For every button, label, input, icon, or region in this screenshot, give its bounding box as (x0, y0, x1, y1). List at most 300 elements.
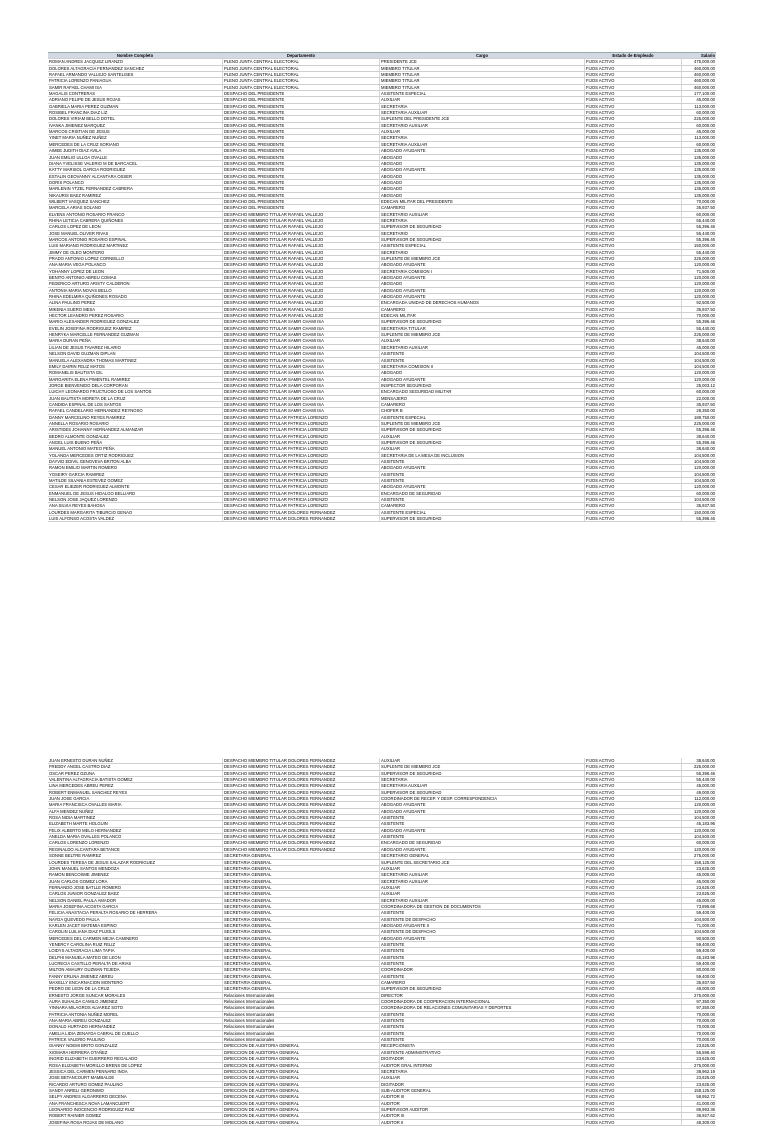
cell-nombre: ANNELLA ROSARIO ROSARIO (48, 421, 223, 426)
cell-estado: FIJOS ACTIVO (585, 243, 682, 248)
cell-cargo: CAMARERO (380, 205, 585, 210)
cell-nombre: MERCEDES DE LA CRUZ SORIANO (48, 142, 223, 147)
cell-nombre: ANA FRANCHESCA NOVA LAMANCUERT (48, 1101, 223, 1106)
cell-estado: FIJOS ACTIVO (585, 1037, 682, 1042)
cell-salario: 120,000.00 (694, 370, 715, 376)
cell-estado: FIJOS ACTIVO (585, 377, 682, 382)
cell-cargo: ASISTENTE ESPECIAL (380, 415, 585, 420)
cell-departamento: DESPACHO MIEMBRO TITULAR DOLORES FERNANDEZ (223, 783, 380, 788)
cell-nombre: MARCOS CRISTIAN DE JESUS (48, 129, 223, 134)
cell-estado: FIJOS ACTIVO (585, 879, 682, 884)
cell-salario: 460,000.00 (694, 72, 715, 78)
cell-estado: FIJOS ACTIVO (585, 148, 682, 153)
cell-salario: 36,927.62 (696, 1113, 715, 1119)
cell-estado: FIJOS ACTIVO (585, 453, 682, 458)
cell-nombre: MARIA FRANCISCA OVALLES MARIA (48, 802, 223, 807)
cell-salario: 45,183.96 (696, 821, 715, 827)
cell-salario: 90,500.00 (696, 935, 715, 941)
cell-departamento: DESPACHO DEL PRESIDENTE (223, 155, 380, 160)
cell-estado: FIJOS ACTIVO (585, 269, 682, 274)
cell-nombre: MARCOS ANTONIO ROSARIO ESPINAL (48, 237, 223, 242)
cell-nombre: SAMIR RAFAEL CHAMI ISA (48, 85, 223, 90)
cell-estado: FIJOS ACTIVO (585, 116, 682, 121)
cell-cargo: SECRETARIO AUXILIAR (380, 879, 585, 884)
cell-departamento: DESPACHO MIEMBRO TITULAR PATRICIA LORENZO (223, 491, 380, 496)
cell-nombre: MARGARITA ELENA PIMENTEL RAMIREZ (48, 377, 223, 382)
cell-departamento: DESPACHO DEL PRESIDENTE (223, 161, 380, 166)
cell-estado: FIJOS ACTIVO (585, 771, 682, 776)
cell-estado: FIJOS ACTIVO (585, 91, 682, 96)
cell-salario: 150,000.00 (694, 509, 715, 515)
cell-estado: FIJOS ACTIVO (585, 503, 682, 508)
cell-estado: FIJOS ACTIVO (585, 78, 682, 83)
cell-salario: 113,000.00 (694, 135, 715, 141)
cell-departamento: DESPACHO MIEMBRO TITULAR SAMIR CHAMI ISA (223, 402, 380, 407)
cell-salario: 70,000.00 (696, 198, 715, 204)
cell-nombre: JOSE BETANCOURT MAMBALDE (48, 1075, 223, 1080)
cell-nombre: ROBERT RAINIER GOMEZ (48, 1113, 223, 1118)
cell-estado: FIJOS ACTIVO (585, 917, 682, 922)
cell-nombre: ERNESTO JORGE SUNCAR MORALES (48, 993, 223, 998)
cell-estado: FIJOS ACTIVO (585, 1031, 682, 1036)
cell-salario: 112,000.00 (694, 796, 715, 802)
cell-departamento: DIRECCION DE AUDITORIA GENERAL (223, 1088, 380, 1093)
cell-nombre: YOLANDA MERCEDES ORTIZ RODRIGUEZ (48, 453, 223, 458)
cell-salario: 135,000.00 (694, 154, 715, 160)
cell-estado: FIJOS ACTIVO (585, 929, 682, 934)
cell-estado: FIJOS ACTIVO (585, 408, 682, 413)
cell-estado: FIJOS ACTIVO (585, 440, 682, 445)
cell-salario: 35,937.50 (696, 980, 715, 986)
cell-nombre: LEONARDO INOCENCIO RODRIGUEZ RUIZ (48, 1107, 223, 1112)
cell-estado: FIJOS ACTIVO (585, 142, 682, 147)
cell-nombre: JUAN CARLOS GOMEZ LORA (48, 879, 223, 884)
cell-cargo: AUDITOR II (380, 1120, 585, 1125)
cell-departamento: DESPACHO MIEMBRO TITULAR RAFAEL VALLEJO (223, 224, 380, 229)
cell-nombre: FREDDY ANGEL CASTRO DIAZ (48, 764, 223, 769)
cell-estado: FIJOS ACTIVO (585, 948, 682, 953)
col-header-cargo: Cargo (380, 53, 585, 58)
cell-nombre: BEDRO ALMONTE GONZALEZ (48, 434, 223, 439)
cell-departamento: DESPACHO MIEMBRO TITULAR SAMIR CHAMI ISA (223, 319, 380, 324)
cell-departamento: DIRECCION DE AUDITORIA GENERAL (223, 1050, 380, 1055)
cell-salario: 41,000.00 (696, 1100, 715, 1106)
cell-departamento: DESPACHO MIEMBRO TITULAR SAMIR CHAMI ISA (223, 351, 380, 356)
cell-cargo: ENCARGADO DE SEGURIDAD (380, 840, 585, 845)
cell-cargo: SECRETARIO GENERAL (380, 853, 585, 858)
cell-estado: FIJOS ACTIVO (585, 180, 682, 185)
cell-nombre: CARLOS JUNIOR GONZALEZ BAEZ (48, 891, 223, 896)
cell-nombre: GIANNY NOEMI BRITO GONZALEZ (48, 1043, 223, 1048)
col-header-estado: Estado de Empleado (585, 53, 682, 58)
cell-nombre: CANDIDA ESPINAL DE LOS SANTOS (48, 402, 223, 407)
cell-estado: FIJOS ACTIVO (585, 1088, 682, 1093)
cell-nombre: JUAN BAUTISTA MORETA DE LA CRUZ (48, 396, 223, 401)
cell-departamento: DESPACHO DEL PRESIDENTE (223, 104, 380, 109)
cell-departamento: DESPACHO DEL PRESIDENTE (223, 167, 380, 172)
cell-salario: 104,500.00 (694, 471, 715, 477)
cell-nombre: MARLENIN YTZEL FERNANDEZ CABRERA (48, 186, 223, 191)
cell-nombre: RICARDO ARTURO GOMEZ PAULINO (48, 1082, 223, 1087)
cell-salario: 23,625.00 (696, 865, 715, 871)
cell-nombre: KATTY MARISOL GARCIA RODRIGUEZ (48, 167, 223, 172)
cell-estado: FIJOS ACTIVO (585, 986, 682, 991)
cell-estado: FIJOS ACTIVO (585, 866, 682, 871)
cell-nombre: ANGEL LUIS BUENO PEÑA (48, 440, 223, 445)
cell-cargo: ASISTENTE (380, 1012, 585, 1017)
cell-departamento: SECRETARIA GENERAL (223, 923, 380, 928)
table-page-2 (48, 758, 716, 1126)
cell-salario: 60,000.00 (696, 840, 715, 846)
cell-cargo: ABOGADO (380, 186, 585, 191)
cell-nombre: LILIAN DE JESUS TAVAREZ HILARIO (48, 345, 223, 350)
cell-estado: FIJOS ACTIVO (585, 250, 682, 255)
cell-estado: FIJOS ACTIVO (585, 1018, 682, 1023)
cell-departamento: DESPACHO MIEMBRO TITULAR DOLORES FERNANDEZ (223, 790, 380, 795)
cell-salario: 120,000.00 (694, 294, 715, 300)
cell-departamento: DESPACHO MIEMBRO TITULAR PATRICIA LORENZO (223, 434, 380, 439)
cell-cargo: SECRETARIO AUXILIAR (380, 872, 585, 877)
cell-salario: 189,750.00 (694, 414, 715, 420)
cell-nombre: MARIO ALEXANDER RODRIGUEZ GONZALEZ (48, 319, 223, 324)
cell-departamento: DESPACHO MIEMBRO TITULAR SAMIR CHAMI ISA (223, 358, 380, 363)
cell-estado: FIJOS ACTIVO (585, 446, 682, 451)
cell-salario: 104,500.00 (694, 351, 715, 357)
cell-nombre: MARIA JOSEFINA ACOSTA GARCIA (48, 904, 223, 909)
cell-departamento: DESPACHO MIEMBRO TITULAR PATRICIA LORENZO (223, 478, 380, 483)
cell-nombre: PATRICIA ANTONIA NUÑEZ MOREL (48, 1012, 223, 1017)
cell-estado: FIJOS ACTIVO (585, 237, 682, 242)
cell-estado: FIJOS ACTIVO (585, 955, 682, 960)
cell-nombre: PATRICK VALERIO PAULINO (48, 1037, 223, 1042)
cell-cargo: MIEMBRO TITULAR (380, 85, 585, 90)
cell-cargo: ASISTENTE (380, 910, 585, 915)
cell-salario: 150,000.00 (694, 243, 715, 249)
cell-nombre: MARIA DURAN PEÑA (48, 338, 223, 343)
cell-departamento: Relaciones Internacionales (223, 1024, 380, 1029)
cell-cargo: SECRETARIO (380, 231, 585, 236)
cell-estado: FIJOS ACTIVO (585, 275, 682, 280)
cell-salario: 38,640.00 (696, 446, 715, 452)
cell-nombre: MAGALIS CONTRERAS (48, 91, 223, 96)
cell-salario: 55,396.46 (696, 427, 715, 433)
cell-estado: FIJOS ACTIVO (585, 516, 682, 521)
cell-salario: 38,640.00 (696, 338, 715, 344)
cell-estado: FIJOS ACTIVO (585, 783, 682, 788)
cell-departamento: DESPACHO MIEMBRO TITULAR DOLORES FERNANDEZ (223, 516, 380, 521)
cell-cargo: ASISTENTE (380, 961, 585, 966)
cell-departamento: DESPACHO DEL PRESIDENTE (223, 110, 380, 115)
cell-salario: 135,000.00 (694, 167, 715, 173)
cell-estado: FIJOS ACTIVO (585, 224, 682, 229)
cell-departamento: PLENO JUNTA CENTRAL ELECTORAL (223, 59, 380, 64)
cell-nombre: LOURDES MARGARITA TIBURCIO GENAO (48, 510, 223, 515)
cell-estado: FIJOS ACTIVO (585, 491, 682, 496)
cell-estado: FIJOS ACTIVO (585, 205, 682, 210)
cell-cargo: ASISTENTE (380, 974, 585, 979)
cell-cargo: ASISTENTE (380, 1031, 585, 1036)
cell-estado: FIJOS ACTIVO (585, 821, 682, 826)
cell-departamento: DESPACHO MIEMBRO TITULAR PATRICIA LORENZO (223, 427, 380, 432)
cell-departamento: SECRETARIA GENERAL (223, 910, 380, 915)
cell-estado: FIJOS ACTIVO (585, 167, 682, 172)
cell-salario: 120,000.00 (694, 808, 715, 814)
cell-nombre: DAYVID EDIVIL GENOVEVA BRITON ALBA (48, 459, 223, 464)
cell-departamento: DESPACHO MIEMBRO TITULAR DOLORES FERNANDEZ (223, 840, 380, 845)
cell-estado: FIJOS ACTIVO (585, 396, 682, 401)
cell-nombre: ROMAN ANDRES JACQUEZ LIRANZO (48, 59, 223, 64)
cell-nombre: JUAN EMILIO ULLOA OVALLE (48, 155, 223, 160)
cell-estado: FIJOS ACTIVO (585, 974, 682, 979)
cell-estado: FIJOS ACTIVO (585, 993, 682, 998)
cell-cargo: AUXILIAR (380, 338, 585, 343)
cell-nombre: JUAN JOSE GARCIA (48, 796, 223, 801)
cell-estado: FIJOS ACTIVO (585, 980, 682, 985)
cell-estado: FIJOS ACTIVO (585, 796, 682, 801)
cell-estado: FIJOS ACTIVO (585, 110, 682, 115)
cell-nombre: GABRIELA MARIA PEREZ GUZMAN (48, 104, 223, 109)
cell-cargo: ABOGADO AYUDANTE (380, 802, 585, 807)
cell-departamento: DESPACHO MIEMBRO TITULAR DOLORES FERNANDEZ (223, 821, 380, 826)
cell-departamento: DESPACHO MIEMBRO TITULAR PATRICIA LORENZO (223, 503, 380, 508)
cell-estado: FIJOS ACTIVO (585, 231, 682, 236)
cell-departamento: DESPACHO DEL PRESIDENTE (223, 135, 380, 140)
cell-estado: FIJOS ACTIVO (585, 307, 682, 312)
cell-departamento: DIRECCION DE AUDITORIA GENERAL (223, 1082, 380, 1087)
cell-cargo: DIRECTOR (380, 993, 585, 998)
cell-departamento: DESPACHO MIEMBRO TITULAR RAFAEL VALLEJO (223, 237, 380, 242)
cell-cargo: SECRETARIA AUXILIAR (380, 110, 585, 115)
cell-departamento: DIRECCION DE AUDITORIA GENERAL (223, 1056, 380, 1061)
cell-salario: 225,000.00 (694, 764, 715, 770)
cell-cargo: SECRETARIA (380, 218, 585, 223)
cell-cargo: ABOGADO (380, 174, 585, 179)
cell-departamento: DESPACHO MIEMBRO TITULAR RAFAEL VALLEJO (223, 231, 380, 236)
cell-departamento: SECRETARIA GENERAL (223, 904, 380, 909)
cell-nombre: YINET MARIA NUÑEZ NUÑEZ (48, 135, 223, 140)
col-header-salario: Salario (701, 53, 715, 58)
cell-estado: FIJOS ACTIVO (585, 1094, 682, 1099)
cell-salario: 45,000.00 (696, 129, 715, 135)
cell-salario: 55,396.46 (696, 770, 715, 776)
cell-cargo: DIGITADOR (380, 1056, 585, 1061)
cell-departamento: SECRETARIA GENERAL (223, 980, 380, 985)
table-body (48, 758, 716, 1126)
cell-salario: 55,440.00 (696, 230, 715, 236)
cell-estado: FIJOS ACTIVO (585, 764, 682, 769)
cell-departamento: SECRETARIA GENERAL (223, 860, 380, 865)
cell-cargo: ABOGADO AYUDANTE (380, 847, 585, 852)
cell-nombre: LINA MERCEDES ABREU PEREZ (48, 783, 223, 788)
cell-nombre: ALFA MENDEZ NUÑEZ (48, 809, 223, 814)
cell-salario: 120,000.00 (694, 827, 715, 833)
cell-departamento: DESPACHO MIEMBRO TITULAR RAFAEL VALLEJO (223, 294, 380, 299)
cell-estado: FIJOS ACTIVO (585, 262, 682, 267)
cell-departamento: DESPACHO MIEMBRO TITULAR DOLORES FERNANDEZ (223, 777, 380, 782)
cell-cargo: AUXILIAR (380, 866, 585, 871)
cell-nombre: ROSIBEL FRANCINA DIAZ LIZ (48, 110, 223, 115)
cell-salario: 45,000.00 (696, 872, 715, 878)
cell-departamento: DESPACHO DEL PRESIDENTE (223, 186, 380, 191)
cell-salario: 49,000.00 (696, 986, 715, 992)
cell-cargo: ABOGADO AYUDANTE (380, 275, 585, 280)
cell-cargo: MIEMBRO TITULAR (380, 78, 585, 83)
cell-departamento: DESPACHO MIEMBRO TITULAR RAFAEL VALLEJO (223, 262, 380, 267)
cell-salario: 55,440.00 (696, 249, 715, 255)
cell-departamento: DESPACHO MIEMBRO TITULAR PATRICIA LORENZO (223, 459, 380, 464)
cell-salario: 120,000.00 (694, 846, 715, 852)
cell-salario: 104,500.00 (694, 916, 715, 922)
cell-salario: 48,300.00 (696, 1119, 715, 1125)
cell-departamento: SECRETARIA GENERAL (223, 942, 380, 947)
cell-salario: 55,440.00 (696, 777, 715, 783)
cell-salario: 71,500.00 (696, 268, 715, 274)
cell-estado: FIJOS ACTIVO (585, 415, 682, 420)
table-header (48, 52, 716, 59)
cell-nombre: WILBERT VASQUEZ SANCHEZ (48, 199, 223, 204)
cell-salario: 275,000.00 (694, 853, 715, 859)
cell-cargo: DIGITADOR (380, 1082, 585, 1087)
cell-nombre: PATRICIA LORENZO PANIAGUA (48, 78, 223, 83)
cell-nombre: NELSON JOSE JAQUEZ LORENZO (48, 497, 223, 502)
cell-salario: 113,000.00 (694, 103, 715, 109)
cell-estado: FIJOS ACTIVO (585, 97, 682, 102)
cell-nombre: ESTALIN GEOVANNY ALCANTARA OSSER (48, 174, 223, 179)
cell-salario: 120,000.00 (694, 287, 715, 293)
cell-salario: 45,183.96 (696, 954, 715, 960)
cell-estado: FIJOS ACTIVO (585, 1056, 682, 1061)
cell-departamento: DIRECCION DE AUDITORIA GENERAL (223, 1075, 380, 1080)
cell-departamento: DESPACHO MIEMBRO TITULAR RAFAEL VALLEJO (223, 250, 380, 255)
cell-cargo: ASISTENTE DE DESPACHO (380, 917, 585, 922)
cell-salario: 104,500.00 (694, 478, 715, 484)
cell-departamento: SECRETARIA GENERAL (223, 986, 380, 991)
cell-cargo: ABOGADO AYUDANTE (380, 936, 585, 941)
cell-cargo: SECRETARIA AUXILIAR (380, 783, 585, 788)
cell-nombre: FANNY ERLINA JIMENEZ ABREU (48, 974, 223, 979)
cell-estado: FIJOS ACTIVO (585, 936, 682, 941)
cell-cargo: SECRETARIA AUXILIAR (380, 142, 585, 147)
cell-estado: FIJOS ACTIVO (585, 1107, 682, 1112)
cell-salario: 73,895.68 (696, 903, 715, 909)
cell-departamento: DESPACHO MIEMBRO TITULAR SAMIR CHAMI ISA (223, 326, 380, 331)
cell-estado: FIJOS ACTIVO (585, 345, 682, 350)
cell-departamento: DESPACHO MIEMBRO TITULAR DOLORES FERNANDEZ (223, 834, 380, 839)
cell-departamento: DESPACHO MIEMBRO TITULAR DOLORES FERNANDEZ (223, 758, 380, 763)
cell-estado: FIJOS ACTIVO (585, 1082, 682, 1087)
col-header-departamento: Departamento (223, 53, 380, 58)
cell-cargo: ABOGADO (380, 180, 585, 185)
cell-departamento: DESPACHO DEL PRESIDENTE (223, 148, 380, 153)
cell-departamento: DESPACHO DEL PRESIDENTE (223, 129, 380, 134)
cell-cargo: SECRETARIA COMISION II (380, 364, 585, 369)
cell-departamento: SECRETARIA GENERAL (223, 955, 380, 960)
cell-salario: 60,000.00 (696, 141, 715, 147)
cell-estado: FIJOS ACTIVO (585, 1101, 682, 1106)
cell-cargo: SECRETARIO AUXILIAR (380, 123, 585, 128)
cell-departamento: SECRETARIA GENERAL (223, 891, 380, 896)
cell-salario: 225,000.00 (694, 420, 715, 426)
cell-estado: FIJOS ACTIVO (585, 370, 682, 375)
cell-departamento: DESPACHO MIEMBRO TITULAR PATRICIA LORENZO (223, 484, 380, 489)
cell-departamento: DESPACHO DEL PRESIDENTE (223, 116, 380, 121)
cell-salario: 55,396.46 (696, 439, 715, 445)
cell-cargo: SUPLENTE DEL PRESIDENTE JCE (380, 116, 585, 121)
cell-nombre: AIMEE JUDITH DIAZ AVILA (48, 148, 223, 153)
cell-departamento: DESPACHO MIEMBRO TITULAR DOLORES FERNANDEZ (223, 796, 380, 801)
cell-salario: 97,350.00 (696, 999, 715, 1005)
cell-cargo: ASISTENTE (380, 815, 585, 820)
cell-cargo: AUDITOR III (380, 1113, 585, 1118)
cell-estado: FIJOS ACTIVO (585, 840, 682, 845)
cell-departamento: DESPACHO MIEMBRO TITULAR RAFAEL VALLEJO (223, 288, 380, 293)
cell-departamento: PLENO JUNTA CENTRAL ELECTORAL (223, 72, 380, 77)
cell-nombre: SELPY ANDRES ALGARRERO DECENA (48, 1094, 223, 1099)
cell-salario: 70,000.00 (696, 1011, 715, 1017)
cell-departamento: DESPACHO MIEMBRO TITULAR PATRICIA LORENZO (223, 415, 380, 420)
cell-departamento: DIRECCION DE AUDITORIA GENERAL (223, 1069, 380, 1074)
cell-estado: FIJOS ACTIVO (585, 853, 682, 858)
cell-salario: 45,000.00 (696, 97, 715, 103)
cell-nombre: RAMON EMILIO MARTIN ROMERO (48, 465, 223, 470)
cell-cargo: SUPERVISOR DE SEGURIDAD (380, 516, 585, 521)
cell-nombre: FERNANDO JOSE BATLLE ROMERO (48, 885, 223, 890)
cell-salario: 60,000.00 (696, 122, 715, 128)
cell-estado: FIJOS ACTIVO (585, 338, 682, 343)
cell-salario: 97,350.00 (696, 1005, 715, 1011)
cell-estado: FIJOS ACTIVO (585, 319, 682, 324)
cell-salario: 177,100.00 (694, 91, 715, 97)
cell-salario: 120,000.00 (694, 275, 715, 281)
cell-departamento: DESPACHO MIEMBRO TITULAR RAFAEL VALLEJO (223, 275, 380, 280)
cell-departamento: DESPACHO MIEMBRO TITULAR RAFAEL VALLEJO (223, 281, 380, 286)
cell-departamento: DESPACHO DEL PRESIDENTE (223, 142, 380, 147)
cell-estado: FIJOS ACTIVO (585, 186, 682, 191)
cell-cargo: AUXILIAR (380, 129, 585, 134)
cell-nombre: LUCRECIA CASTILLO PERALTA DE ARIAS (48, 961, 223, 966)
cell-salario: 23,625.00 (696, 1056, 715, 1062)
cell-estado: FIJOS ACTIVO (585, 809, 682, 814)
cell-cargo: AUXILIAR (380, 97, 585, 102)
cell-salario: 70,000.00 (696, 313, 715, 319)
cell-salario: 460,000.00 (694, 84, 715, 90)
cell-estado: FIJOS ACTIVO (585, 256, 682, 261)
cell-cargo: ASISTENTE (380, 497, 585, 502)
cell-estado: FIJOS ACTIVO (585, 421, 682, 426)
cell-salario: 80,000.00 (696, 967, 715, 973)
cell-nombre: ANA SILVIA REYES BAHOSA (48, 503, 223, 508)
cell-nombre: PRADO ANTONIO LOPEZ CORNIELLO (48, 256, 223, 261)
cell-departamento: DESPACHO MIEMBRO TITULAR SAMIR CHAMI ISA (223, 383, 380, 388)
cell-cargo: AUXILIAR (380, 434, 585, 439)
cell-cargo: SUPERVISOR DE SEGURIDAD (380, 771, 585, 776)
cell-nombre: JESSICA DEL CARMEN PENNARD INOA (48, 1069, 223, 1074)
cell-departamento: Relaciones Internacionales (223, 999, 380, 1004)
cell-cargo: ASISTENTE (380, 834, 585, 839)
cell-departamento: DESPACHO MIEMBRO TITULAR PATRICIA LORENZO (223, 465, 380, 470)
cell-nombre: ANTONIA MARIA NOVAS BELLO (48, 288, 223, 293)
cell-estado: FIJOS ACTIVO (585, 389, 682, 394)
cell-estado: FIJOS ACTIVO (585, 1043, 682, 1048)
cell-cargo: EDECAN MILITAR (380, 313, 585, 318)
cell-cargo: ABOGADO (380, 155, 585, 160)
cell-salario: 120,000.00 (694, 262, 715, 268)
cell-salario: 60,000.00 (696, 110, 715, 116)
cell-departamento: DESPACHO MIEMBRO TITULAR SAMIR CHAMI ISA (223, 389, 380, 394)
cell-nombre: CARLOS LOPEZ DE LEON (48, 224, 223, 229)
cell-cargo: ENCARGADO DE SEGURIDAD (380, 491, 585, 496)
cell-departamento: DESPACHO MIEMBRO TITULAR SAMIR CHAMI ISA (223, 396, 380, 401)
